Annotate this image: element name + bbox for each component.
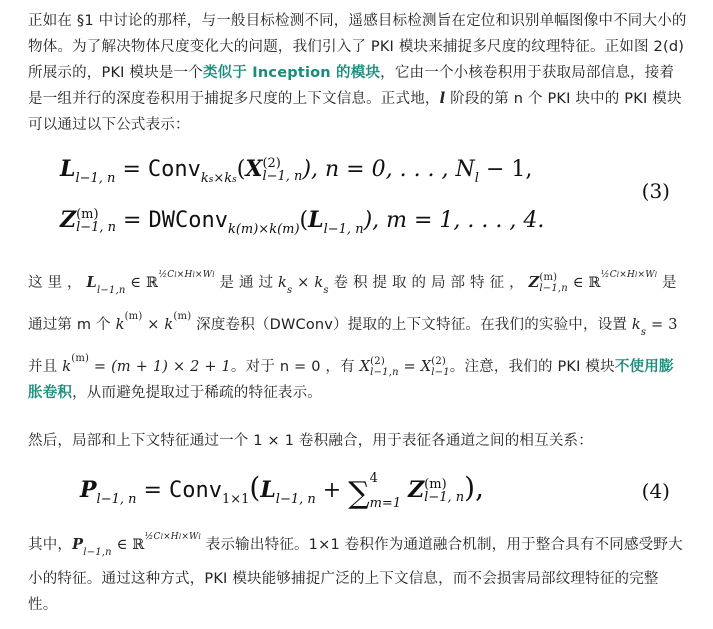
equation-3-row-2: Z (m) l−1, n = $DWConv_{k(m)\times k(m)}(L_{l-1, n})$, m = 1, . . . , 4. [60, 207, 545, 237]
highlight-no-dilation: 不使用膨胀卷积 [28, 359, 674, 401]
intro-text-1: 正如在 §1 中讨论的那样，与一般目标检测不同，遥感目标检测旨在定位和识别单幅图像中不同大小的物体。为了解决物体尺度变化大的问题，我们引入了 PKI 模块来捕捉多尺度的纹理特征。正如图 2(d) 所展示的，PKI 模块是一个 [28, 13, 687, 81]
eq4-P: P [80, 477, 97, 503]
eq3-minus-one: − 1, [478, 157, 533, 182]
eq4-sum: ∑ [348, 476, 370, 511]
equation-4-row: $P_{l-1, n}$ = $Conv_{1\times 1}(L_{l-1, n}$ + ∑ 4 m=1 Z (m) l−1, n ), [80, 471, 484, 511]
eq3-Z-scripts: (m) l−1, n [76, 207, 117, 235]
eq3-conv-sub: ks×ks [200, 171, 237, 186]
eq3-L: L [60, 156, 76, 182]
highlight-inception: 类似于 Inception 的模块 [202, 65, 381, 81]
paragraph-fusion: 然后，局部和上下文特征通过一个 1 × 1 卷积融合，用于表征各通道之间的相互关系： [28, 433, 593, 449]
eq3-equals-1: = [122, 157, 141, 182]
eq3-L-sub: l−1, n [75, 171, 116, 186]
paragraph-definitions: 这 里 ， $L_{l-1,n}$ ∈ ℝ$^{\frac{1}{2}Cl\times Hl\times Wl}$ 是 通 过 $k_s \times k_s$ 卷 积 提 取 的 局 部 特 征 ， Z (m) l−1,n ∈ ℝ$^{\frac{1}{2}Cl\times Hl\times Wl}$ 是通过第 m 个 $k^{(m)} \times k^{(m)}$ 深度卷积（DWConv）提取的上下文特征。在我们的实验中，设置 $k_s = 3$ 并且 $k^{(m)} = (m + 1) \times 2 + 1$。对于 n = 0 ，有 X (2) l−1,n = X (2) l−1 。注意，我们的 PKI 模块不使用膨胀卷积，从而避免提取过于稀疏的特征表示。 [28, 270, 678, 401]
eq3-conv: Conv [147, 157, 201, 182]
eq3-n-range: ), n = 0, . . . , N [302, 157, 475, 182]
intro-text-3: 阶段的第 n 个 PKI 块中的 PKI 模块可以通过以下公式表示： [28, 91, 682, 133]
eq3-equals-2: = [123, 208, 142, 233]
eq3-dwconv-sub: k(m)×k(m) [227, 222, 300, 237]
eq4-conv: Conv [168, 478, 222, 503]
eq3-Z: Z [60, 207, 77, 233]
equation-3 [60, 152, 680, 247]
eq3-X: X [245, 156, 263, 182]
paragraph-intro [28, 8, 688, 138]
equation-3-number: (3) [641, 179, 670, 203]
eq3-L2: L [308, 207, 324, 233]
paragraph-output: 其中，$P_{l-1,n}$ ∈ ℝ$^{\frac{1}{2}Cl\times Hl\times Wl}$ 表示输出特征。1×1 卷积作为通道融合机制，用于整合具有不同感受野大小的特征。通过这种方式，PKI 模块能够捕捉广泛的上下文信息，而不会损害局部纹理特征的完整性。 [28, 532, 683, 613]
equation-4-number: (4) [641, 479, 670, 503]
eq3-L2-sub: l−1, n [323, 222, 364, 237]
eq3-m-range: ), m = 1, . . . , 4. [363, 208, 545, 233]
symbol-l: l [439, 90, 446, 107]
equation-3-row-1: $L_{l-1, n}$ = Conv$_{ks\times ks}$(X (2) l−1, n ), n = 0, . . . , $N_l - 1$, [60, 156, 533, 186]
intro-text-2: ，它由一个小核卷积用于获取局部信息，接着是一组并行的深度卷积用于捕捉多尺度的上下文信息。正式地， [28, 65, 675, 107]
dims-superscript: ½Cl×Hl×Wl [158, 270, 215, 280]
equation-4 [80, 460, 680, 528]
eq3-dwconv: DWConv [148, 208, 228, 233]
eq3-N-sub: l [474, 171, 479, 186]
eq3-X-scripts: (2) l−1, n [262, 156, 303, 184]
eq4-sum-limits: 4 m=1 [369, 471, 402, 511]
